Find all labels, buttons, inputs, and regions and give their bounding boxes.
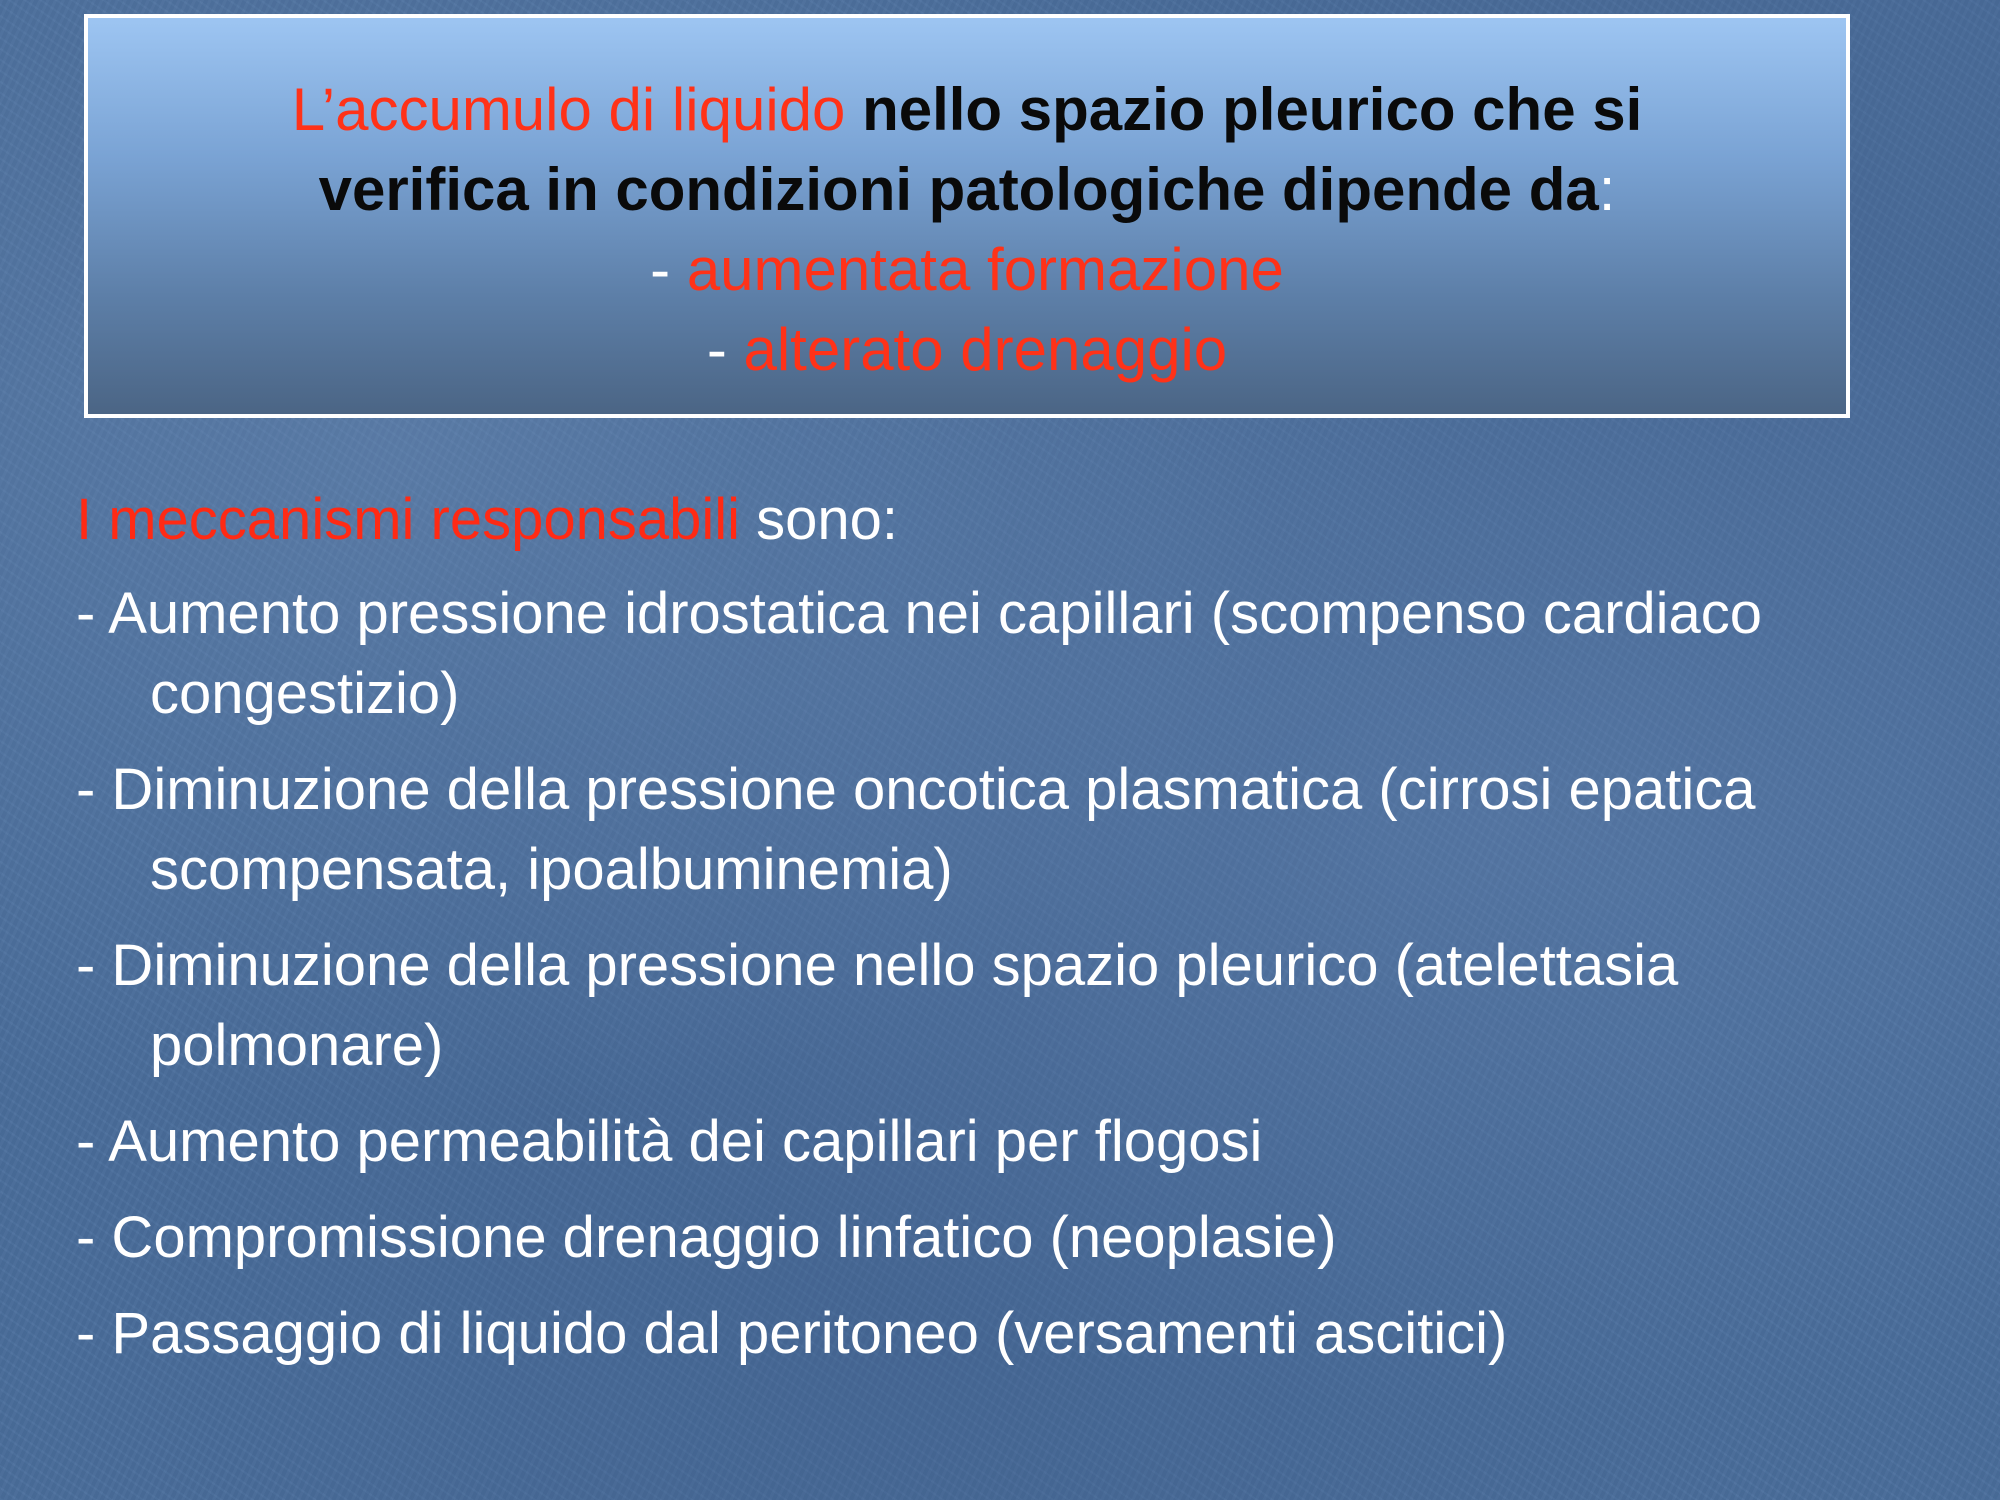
list-item-text: - Passaggio di liquido dal peritoneo (versamenti ascitici) xyxy=(76,1301,1508,1366)
title-cause-drainage: alterato drenaggio xyxy=(743,316,1228,383)
title-dash-3: - xyxy=(650,236,687,303)
title-line-4 xyxy=(88,310,1846,390)
title-line-3 xyxy=(88,230,1846,310)
list-item-text: - Aumento pressione idrostatica nei capillari (scompenso cardiaco congestizio) xyxy=(76,581,1763,726)
intro-line xyxy=(76,480,1956,560)
title-box xyxy=(84,14,1850,418)
list-item xyxy=(76,1198,1956,1278)
list-item xyxy=(76,1102,1956,1182)
title-black-phrase: nello spazio pleurico che si xyxy=(862,76,1643,143)
title-line-1 xyxy=(88,70,1846,150)
list-item xyxy=(76,926,1956,1086)
intro-white: sono: xyxy=(756,487,899,552)
content-body xyxy=(76,480,1956,1390)
list-item-text: - Diminuzione della pressione oncotica plasmatica (cirrosi epatica scompensata, ipoalbuminemia) xyxy=(76,757,1756,902)
title-cause-formation: aumentata formazione xyxy=(686,236,1284,303)
title-line-2 xyxy=(88,150,1846,230)
list-item xyxy=(76,1294,1956,1374)
list-item-text: - Compromissione drenaggio linfatico (neoplasie) xyxy=(76,1205,1337,1270)
list-item-text: - Diminuzione della pressione nello spazio pleurico (atelettasia polmonare) xyxy=(76,933,1679,1078)
list-item-text: - Aumento permeabilità dei capillari per flogosi xyxy=(76,1109,1263,1174)
intro-red: I meccanismi responsabili xyxy=(76,487,741,552)
title-colon: : xyxy=(1598,156,1616,223)
title-dash-4: - xyxy=(706,316,744,383)
title-red-phrase: L’accumulo di liquido xyxy=(291,76,846,143)
list-item xyxy=(76,750,1956,910)
list-item xyxy=(76,574,1956,734)
title-black-phrase-2: verifica in condizioni patologiche dipende da xyxy=(318,156,1599,223)
